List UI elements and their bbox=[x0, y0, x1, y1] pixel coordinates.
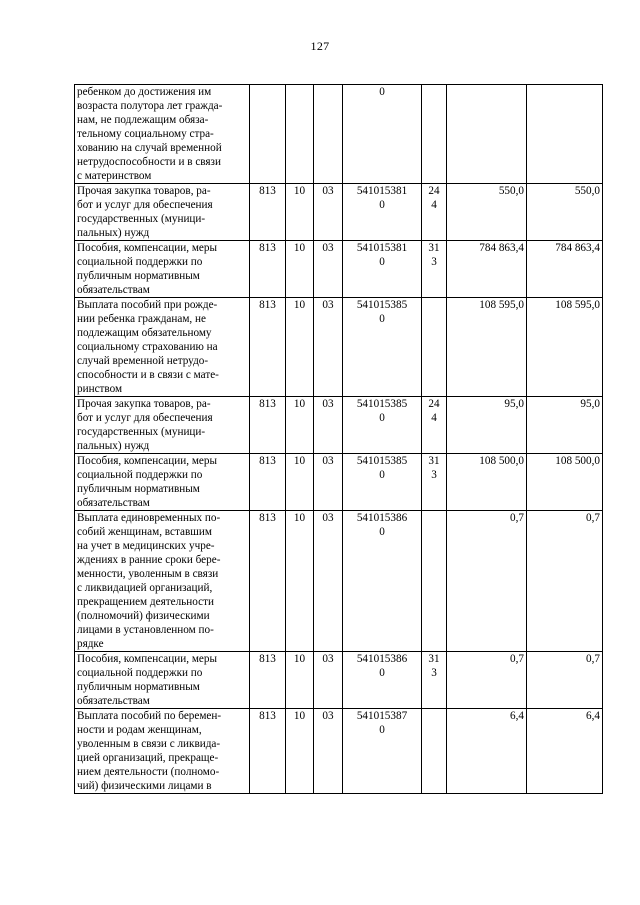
amount-total-cell: 0,7 bbox=[527, 511, 603, 652]
amount-cell: 108 595,0 bbox=[447, 298, 527, 397]
amount-cell: 108 500,0 bbox=[447, 454, 527, 511]
table-row bbox=[75, 454, 603, 511]
amount-cell: 6,4 bbox=[447, 709, 527, 794]
target-article-code-cell: 541015385 0 bbox=[343, 298, 422, 397]
department-code-cell: 813 bbox=[250, 454, 286, 511]
subsection-code-cell: 03 bbox=[314, 709, 343, 794]
section-code-cell: 10 bbox=[286, 298, 314, 397]
subsection-code-cell: 03 bbox=[314, 241, 343, 298]
department-code-cell: 813 bbox=[250, 709, 286, 794]
amount-total-cell: 108 595,0 bbox=[527, 298, 603, 397]
subsection-code-cell bbox=[314, 85, 343, 184]
row-name-cell: Выплата единовременных по- собий женщинам, вставшим на учет в медицинских учре- ждениях в ранние сроки бере- менности, уволенным в связи с ликвидацией организаций, прекращением деятельности (полномочий) физическими лицами в установленном по- рядке bbox=[75, 511, 250, 652]
department-code-cell: 813 bbox=[250, 511, 286, 652]
department-code-cell: 813 bbox=[250, 397, 286, 454]
amount-total-cell: 550,0 bbox=[527, 184, 603, 241]
amount-total-cell: 108 500,0 bbox=[527, 454, 603, 511]
expense-type-code-cell: 31 3 bbox=[422, 454, 447, 511]
amount-cell: 550,0 bbox=[447, 184, 527, 241]
department-code-cell: 813 bbox=[250, 652, 286, 709]
table-row bbox=[75, 184, 603, 241]
target-article-code-cell: 0 bbox=[343, 85, 422, 184]
expense-type-code-cell: 24 4 bbox=[422, 397, 447, 454]
section-code-cell: 10 bbox=[286, 184, 314, 241]
expense-type-code-cell bbox=[422, 511, 447, 652]
subsection-code-cell: 03 bbox=[314, 184, 343, 241]
target-article-code-cell: 541015387 0 bbox=[343, 709, 422, 794]
budget-table bbox=[74, 84, 603, 794]
expense-type-code-cell bbox=[422, 85, 447, 184]
target-article-code-cell: 541015381 0 bbox=[343, 241, 422, 298]
department-code-cell: 813 bbox=[250, 184, 286, 241]
row-name-cell: Пособия, компенсации, меры социальной поддержки по публичным нормативным обязательствам bbox=[75, 241, 250, 298]
table-body bbox=[75, 85, 603, 794]
amount-cell: 784 863,4 bbox=[447, 241, 527, 298]
table-row bbox=[75, 298, 603, 397]
amount-total-cell: 0,7 bbox=[527, 652, 603, 709]
row-name-cell: Выплата пособий при рожде- нии ребенка гражданам, не подлежащим обязательному социальному страхованию на случай временной нетрудо- способности и в связи с мате- ринством bbox=[75, 298, 250, 397]
expense-type-code-cell bbox=[422, 709, 447, 794]
row-name-cell: Прочая закупка товаров, ра- бот и услуг для обеспечения государственных (муници- пальных) нужд bbox=[75, 397, 250, 454]
target-article-code-cell: 541015385 0 bbox=[343, 397, 422, 454]
table-row bbox=[75, 652, 603, 709]
subsection-code-cell: 03 bbox=[314, 511, 343, 652]
target-article-code-cell: 541015385 0 bbox=[343, 454, 422, 511]
department-code-cell bbox=[250, 85, 286, 184]
table-row bbox=[75, 241, 603, 298]
amount-cell bbox=[447, 85, 527, 184]
row-name-cell: Выплата пособий по беремен- ности и родам женщинам, уволенным в связи с ликвида- цией организаций, прекраще- нием деятельности (полномо- чий) физическими лицами в bbox=[75, 709, 250, 794]
amount-total-cell bbox=[527, 85, 603, 184]
expense-type-code-cell bbox=[422, 298, 447, 397]
expense-type-code-cell: 24 4 bbox=[422, 184, 447, 241]
subsection-code-cell: 03 bbox=[314, 454, 343, 511]
section-code-cell: 10 bbox=[286, 241, 314, 298]
expense-type-code-cell: 31 3 bbox=[422, 241, 447, 298]
row-name-cell: ребенком до достижения им возраста полутора лет гражда- нам, не подлежащим обяза- тельному социальному стра- хованию на случай временной нетрудоспособности и в связи с материнством bbox=[75, 85, 250, 184]
amount-cell: 0,7 bbox=[447, 511, 527, 652]
expense-type-code-cell: 31 3 bbox=[422, 652, 447, 709]
page-number: 127 bbox=[310, 39, 330, 53]
target-article-code-cell: 541015386 0 bbox=[343, 652, 422, 709]
section-code-cell bbox=[286, 85, 314, 184]
table-row bbox=[75, 397, 603, 454]
amount-cell: 95,0 bbox=[447, 397, 527, 454]
row-name-cell: Пособия, компенсации, меры социальной поддержки по публичным нормативным обязательствам bbox=[75, 454, 250, 511]
department-code-cell: 813 bbox=[250, 241, 286, 298]
table-row bbox=[75, 709, 603, 794]
section-code-cell: 10 bbox=[286, 511, 314, 652]
subsection-code-cell: 03 bbox=[314, 652, 343, 709]
target-article-code-cell: 541015381 0 bbox=[343, 184, 422, 241]
subsection-code-cell: 03 bbox=[314, 397, 343, 454]
row-name-cell: Прочая закупка товаров, ра- бот и услуг для обеспечения государственных (муници- пальных) нужд bbox=[75, 184, 250, 241]
section-code-cell: 10 bbox=[286, 709, 314, 794]
amount-total-cell: 6,4 bbox=[527, 709, 603, 794]
section-code-cell: 10 bbox=[286, 397, 314, 454]
section-code-cell: 10 bbox=[286, 652, 314, 709]
section-code-cell: 10 bbox=[286, 454, 314, 511]
target-article-code-cell: 541015386 0 bbox=[343, 511, 422, 652]
table-row bbox=[75, 511, 603, 652]
department-code-cell: 813 bbox=[250, 298, 286, 397]
amount-total-cell: 95,0 bbox=[527, 397, 603, 454]
amount-cell: 0,7 bbox=[447, 652, 527, 709]
table-row bbox=[75, 85, 603, 184]
amount-total-cell: 784 863,4 bbox=[527, 241, 603, 298]
row-name-cell: Пособия, компенсации, меры социальной поддержки по публичным нормативным обязательствам bbox=[75, 652, 250, 709]
subsection-code-cell: 03 bbox=[314, 298, 343, 397]
